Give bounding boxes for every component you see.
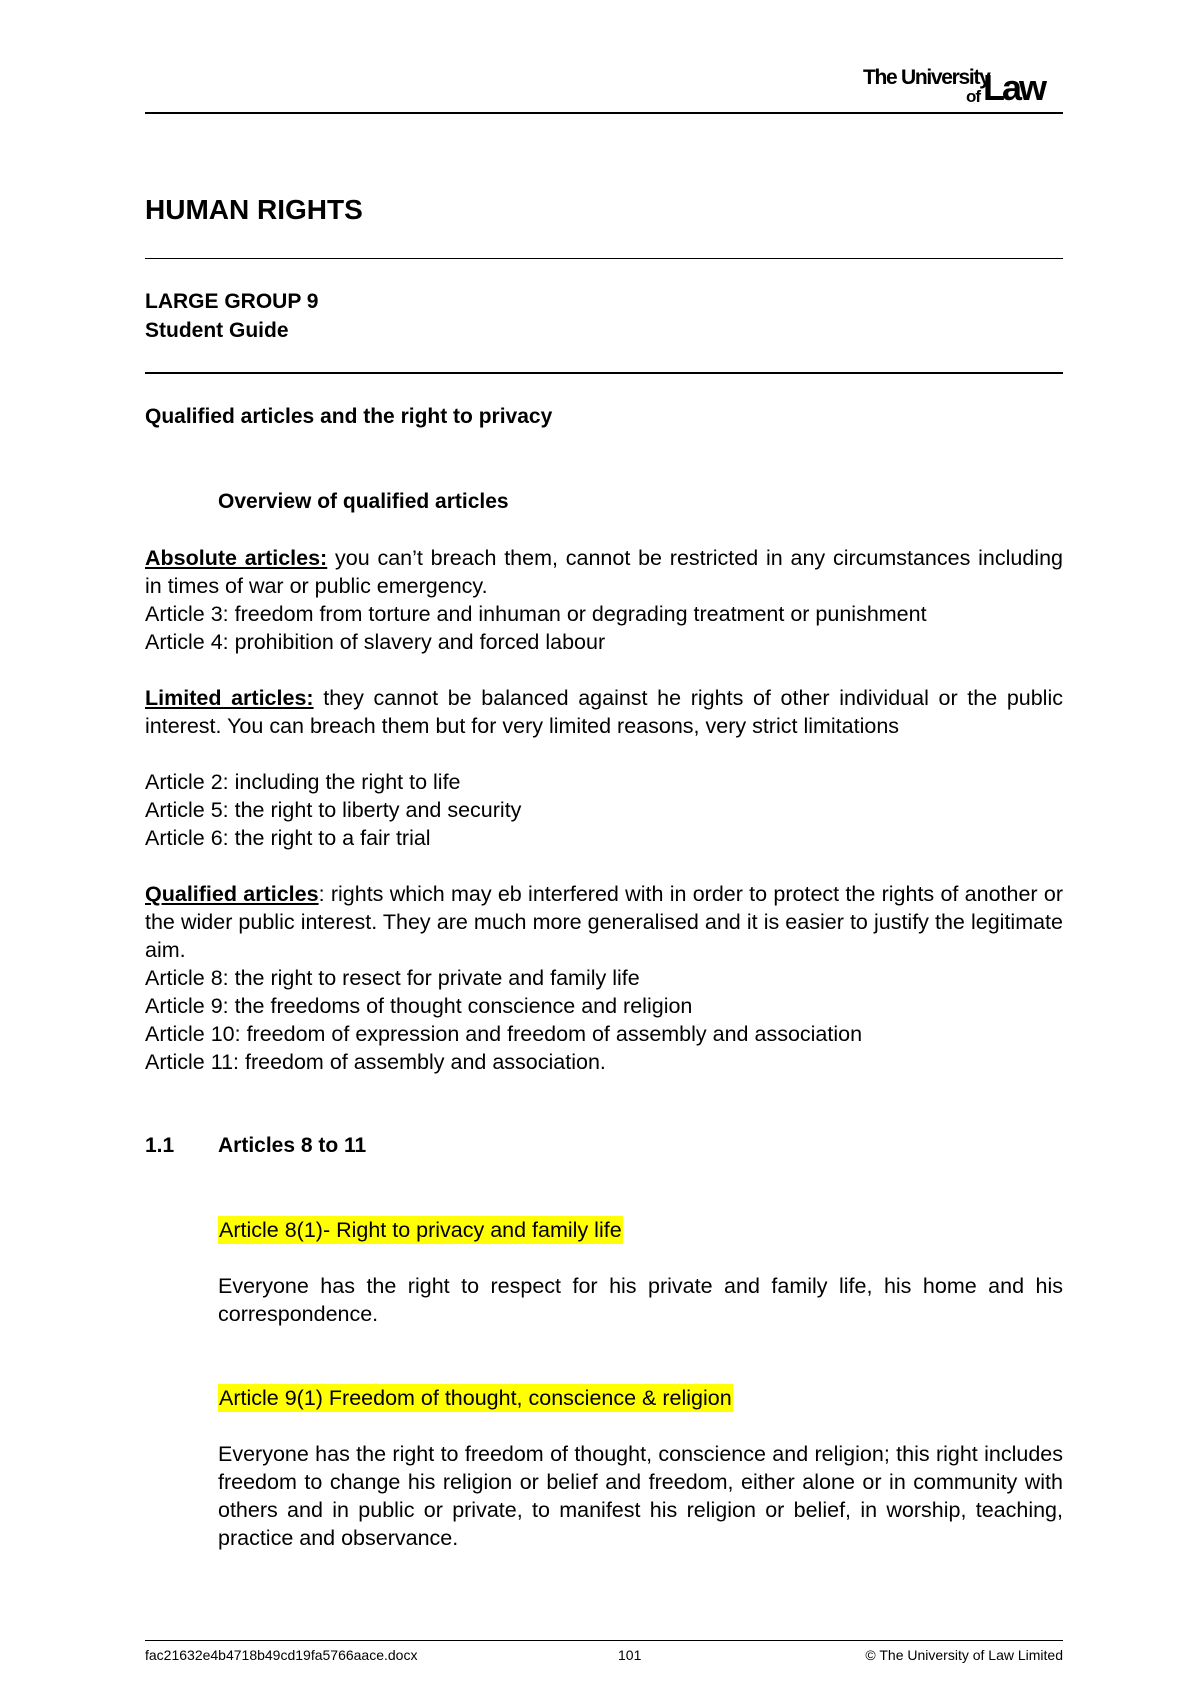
overview-heading: Overview of qualified articles	[218, 490, 509, 513]
article9-heading: Article 9(1) Freedom of thought, conscience & religion	[219, 1386, 732, 1410]
qualified-label: Qualified articles	[145, 882, 319, 906]
guide-divider	[145, 372, 1063, 374]
footer	[145, 1647, 1063, 1667]
article8-heading: Article 8(1)- Right to privacy and family life	[219, 1218, 622, 1242]
list-item: Article 8: the right to resect for private and family life	[145, 966, 640, 990]
article9-text: Everyone has the right to freedom of thought, conscience and religion; this right includes freedom to change his religion or belief and freedom, either alone or in community with others and in public or private, to manifest his religion or belief, in worship, teaching, practice and observance.	[218, 1442, 1063, 1550]
footer-page-number: 101	[618, 1647, 642, 1663]
page-title: HUMAN RIGHTS	[145, 194, 363, 225]
list-item: Article 5: the right to liberty and security	[145, 798, 522, 822]
logo-line-1: The University	[863, 66, 990, 89]
absolute-paragraph	[145, 544, 1063, 600]
logo-line-3: Law	[983, 67, 1045, 108]
title-divider	[145, 258, 1063, 259]
absolute-label: Absolute articles:	[145, 546, 328, 570]
list-item: Article 10: freedom of expression and freedom of assembly and association	[145, 1022, 863, 1046]
qualified-paragraph	[145, 880, 1063, 964]
list-item: Article 4: prohibition of slavery and forced labour	[145, 630, 606, 654]
limited-label: Limited articles:	[145, 686, 314, 710]
list-item: Article 6: the right to a fair trial	[145, 826, 431, 850]
qualified-text: : rights which may eb interfered with in order to protect the rights of another or the wider public interest. They are much more generalised and it is easier to justify the legitimate aim.	[145, 882, 1063, 962]
article8-heading-row	[218, 1216, 1063, 1244]
article9-heading-row	[218, 1384, 1063, 1412]
section-number: 1.1	[145, 1134, 175, 1157]
article8-text: Everyone has the right to respect for his private and family life, his home and his correspondence.	[218, 1274, 1063, 1326]
footer-filename: fac21632e4b4718b49cd19fa5766aace.docx	[145, 1647, 418, 1663]
absolute-text: you can’t breach them, cannot be restricted in any circumstances including in times of war or public emergency.	[145, 546, 1063, 598]
footer-divider	[145, 1640, 1063, 1641]
university-logo	[853, 66, 1063, 106]
qualified-list	[145, 964, 1063, 1076]
list-item: Article 3: freedom from torture and inhuman or degrading treatment or punishment	[145, 602, 927, 626]
header-divider	[145, 112, 1063, 114]
group-label: LARGE GROUP 9	[145, 290, 319, 313]
topic-heading: Qualified articles and the right to privacy	[145, 405, 553, 428]
section-title: Articles 8 to 11	[218, 1134, 367, 1157]
list-item: Article 2: including the right to life	[145, 770, 461, 794]
limited-list	[145, 768, 1063, 852]
limited-text: they cannot be balanced against he rights of other individual or the public interest. You can breach them but for very limited reasons, very strict limitations	[145, 686, 1063, 738]
footer-copyright: © The University of Law Limited	[865, 1647, 1063, 1663]
list-item: Article 11: freedom of assembly and association.	[145, 1050, 606, 1074]
limited-paragraph	[145, 684, 1063, 740]
logo-line-2: of	[966, 87, 981, 106]
absolute-list	[145, 600, 1063, 656]
guide-label: Student Guide	[145, 319, 289, 342]
list-item: Article 9: the freedoms of thought conscience and religion	[145, 994, 693, 1018]
